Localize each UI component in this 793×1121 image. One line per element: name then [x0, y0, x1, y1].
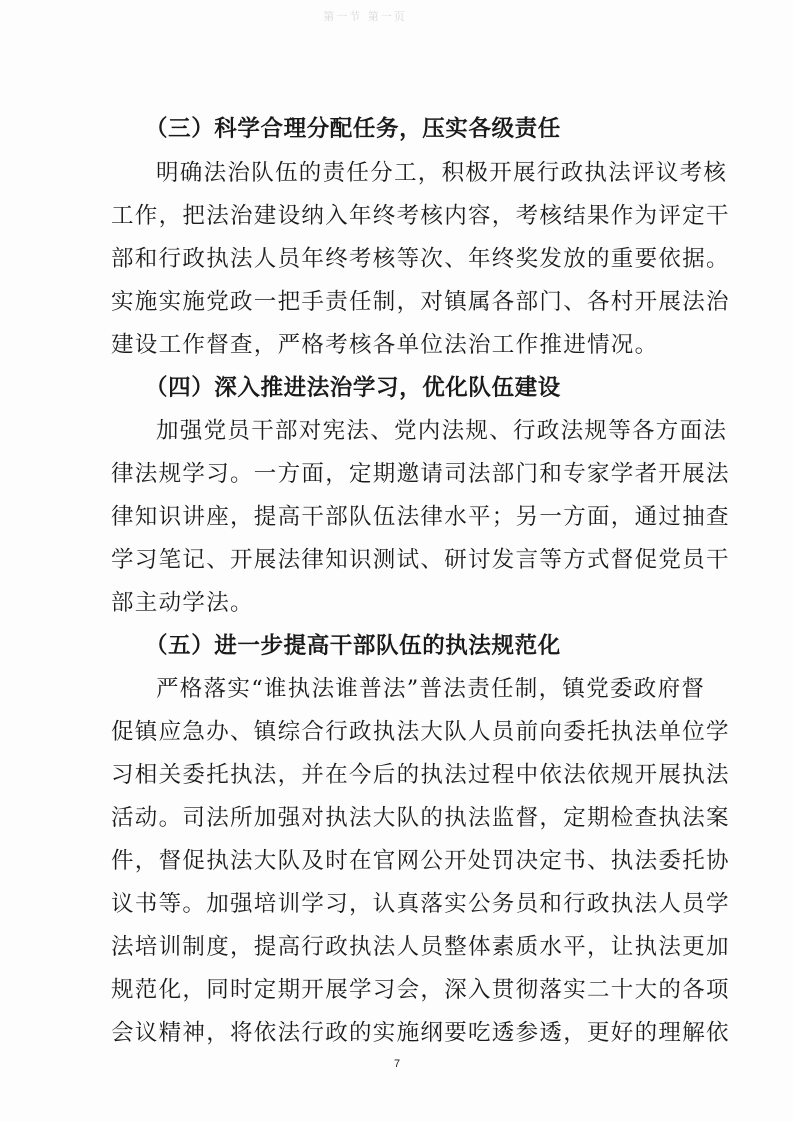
paragraph-line: 建设工作督查，严格考核各单位法治工作推进情况。 — [111, 332, 659, 358]
paragraph-line: 议书等。加强培训学习，认真落实公务员和行政执法人员学 — [111, 891, 730, 917]
paragraph-line: 规范化，同时定期开展学习会，深入贯彻落实二十大的各项 — [111, 977, 730, 1003]
paragraph-line: 促镇应急办、镇综合行政执法大队人员前向委托执法单位学 — [111, 719, 730, 745]
paragraph-line: 严格落实“谁执法谁普法”普法责任制，镇党委政府督 — [156, 676, 706, 702]
paragraph-line: 律知识讲座，提高干部队伍法律水平；另一方面，通过抽查 — [111, 504, 730, 530]
paragraph-line: 明确法治队伍的责任分工，积极开展行政执法评议考核 — [156, 160, 728, 186]
paragraph-line: 工作，把法治建设纳入年终考核内容，考核结果作为评定干 — [111, 203, 730, 229]
page-number: 7 — [393, 1058, 401, 1070]
paragraph-line: 实施实施党政一把手责任制，对镇属各部门、各村开展法治 — [111, 289, 730, 315]
paragraph-line: 件，督促执法大队及时在官网公开处罚决定书、执法委托协 — [111, 848, 730, 874]
section-heading-5: （五）进一步提高干部队伍的执法规范化 — [145, 633, 561, 659]
section-heading-4: （四）深入推进法治学习，优化队伍建设 — [145, 375, 561, 401]
paragraph-line: 会议精神，将依法行政的实施纲要吃透参透，更好的理解依 — [111, 1020, 730, 1046]
header-stamp: 第一节 第一页 — [323, 10, 407, 23]
paragraph-line: 部主动学法。 — [111, 590, 254, 616]
paragraph-line: 活动。司法所加强对执法大队的执法监督，定期检查执法案 — [111, 805, 730, 831]
paragraph-line: 律法规学习。一方面，定期邀请司法部门和专家学者开展法 — [111, 461, 730, 487]
paragraph-line: 习相关委托执法，并在今后的执法过程中依法依规开展执法 — [111, 762, 730, 788]
section-heading-3: （三）科学合理分配任务，压实各级责任 — [145, 116, 561, 142]
paragraph-line: 学习笔记、开展法律知识测试、研讨发言等方式督促党员干 — [111, 547, 730, 573]
paragraph-line: 加强党员干部对宪法、党内法规、行政法规等各方面法 — [156, 418, 728, 444]
paragraph-line: 部和行政执法人员年终考核等次、年终奖发放的重要依据。 — [111, 246, 730, 272]
paragraph-line: 法培训制度，提高行政执法人员整体素质水平，让执法更加 — [111, 934, 730, 960]
